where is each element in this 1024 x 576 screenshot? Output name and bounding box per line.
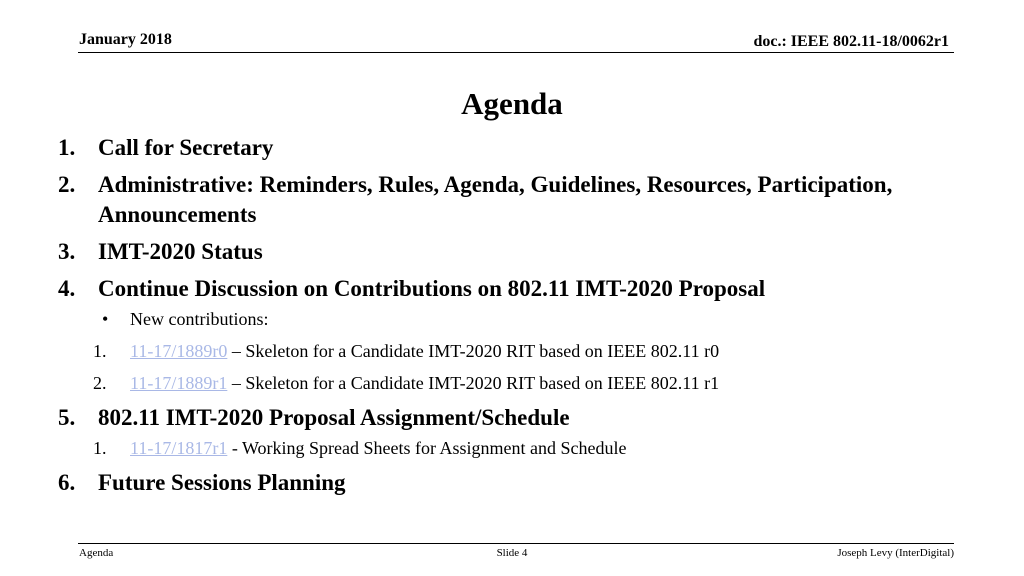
- sub-item-5-1: [58, 437, 1008, 459]
- item-number: 3.: [58, 239, 76, 264]
- agenda-item-5: [58, 403, 1008, 433]
- agenda-list: [58, 133, 1008, 505]
- item-number: 4.: [58, 276, 76, 301]
- item-number: 6.: [58, 470, 76, 495]
- document-link[interactable]: 11-17/1889r1: [130, 373, 228, 393]
- agenda-item-4: [58, 274, 1008, 304]
- sub-item-number: 1.: [93, 438, 107, 458]
- document-link[interactable]: 11-17/1889r0: [130, 341, 228, 361]
- item-text: Continue Discussion on Contributions on 802.11 IMT-2020 Proposal: [98, 276, 766, 301]
- sub-item-number: 1.: [93, 341, 107, 361]
- item-number: 1.: [58, 135, 76, 160]
- header-rule: [78, 52, 954, 53]
- header-doc-id: doc.: IEEE 802.11-18/0062r1: [753, 33, 949, 50]
- agenda-item-3: [58, 237, 1008, 267]
- item-text: IMT-2020 Status: [98, 239, 263, 264]
- slide-title: Agenda: [461, 86, 563, 121]
- bullet-mark: •: [102, 309, 109, 329]
- footer-author: Joseph Levy (InterDigital): [837, 547, 954, 559]
- item-text: Administrative: Reminders, Rules, Agenda, Guidelines, Resources, Participation, Announcements: [98, 172, 893, 227]
- item-number: 5.: [58, 405, 76, 430]
- sub-bullet-new-contributions: [58, 308, 1008, 330]
- footer-topic: Agenda: [79, 547, 114, 559]
- header-date: January 2018: [79, 31, 172, 48]
- agenda-item-1: [58, 133, 1008, 163]
- agenda-item-2: [58, 170, 1008, 230]
- item-text: 802.11 IMT-2020 Proposal Assignment/Schedule: [98, 405, 570, 430]
- footer-slide-number: Slide 4: [496, 547, 528, 559]
- footer-rule: [78, 543, 954, 544]
- document-link[interactable]: 11-17/1817r1: [130, 438, 228, 458]
- sub-item-4-1: [58, 340, 1008, 362]
- item-number: 2.: [58, 172, 76, 197]
- sub-item-4-2: [58, 372, 1008, 394]
- sub-item-text: – Skeleton for a Candidate IMT-2020 RIT based on IEEE 802.11 r1: [227, 373, 720, 393]
- sub-item-text: – Skeleton for a Candidate IMT-2020 RIT based on IEEE 802.11 r0: [227, 341, 720, 361]
- bullet-text: New contributions:: [130, 309, 269, 329]
- item-text: Call for Secretary: [98, 135, 274, 160]
- agenda-item-6: [58, 468, 1008, 498]
- sub-item-number: 2.: [93, 373, 107, 393]
- item-text: Future Sessions Planning: [98, 470, 346, 495]
- sub-item-text: - Working Spread Sheets for Assignment and Schedule: [227, 438, 627, 458]
